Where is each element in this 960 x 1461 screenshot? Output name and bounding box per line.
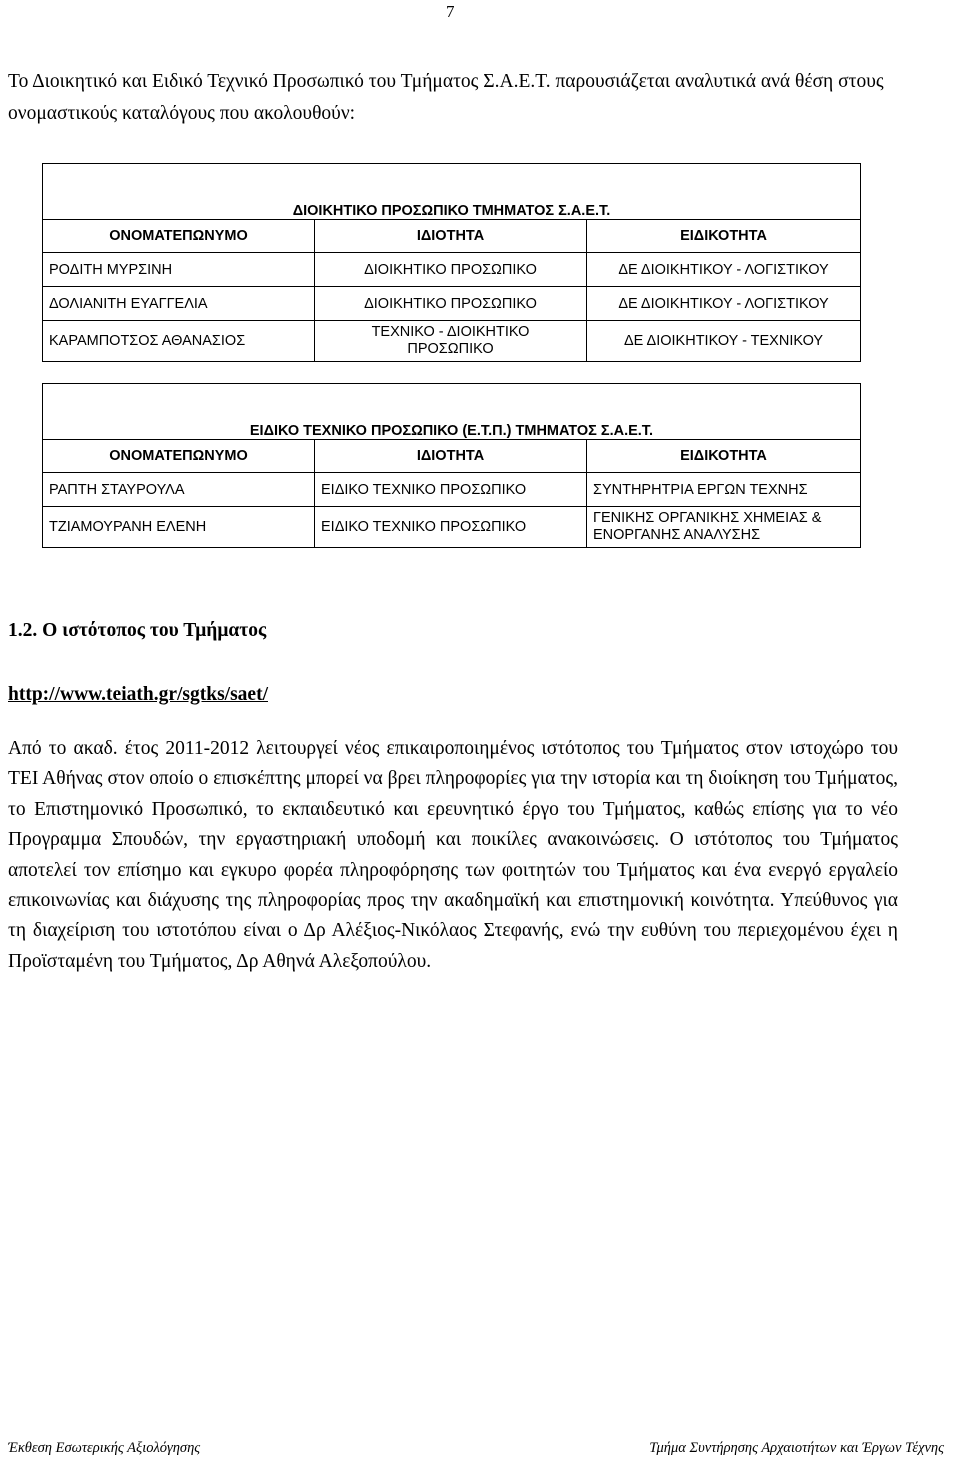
table-title: ΕΙΔΙΚΟ ΤΕΧΝΙΚΟ ΠΡΟΣΩΠΙΚΟ (Ε.Τ.Π.) ΤΜΗΜΑΤΟΣ Σ.Α.Ε.Τ.	[43, 384, 861, 440]
cell-name: ΤΖΙΑΜΟΥΡΑΝΗ ΕΛΕΝΗ	[43, 507, 315, 548]
special-technical-staff-table	[42, 383, 861, 548]
cell-specialty: ΓΕΝΙΚΗΣ ΟΡΓΑΝΙΚΗΣ ΧΗΜΕΙΑΣ & ΕΝΟΡΓΑΝΗΣ ΑΝΑΛΥΣΗΣ	[587, 507, 861, 548]
cell-name: ΔΟΛΙΑΝΙΤΗ ΕΥΑΓΓΕΛΙΑ	[43, 287, 315, 321]
table-row	[43, 507, 861, 548]
column-header-status: ΙΔΙΟΤΗΤΑ	[315, 440, 587, 473]
cell-status: ΔΙΟΙΚΗΤΙΚΟ ΠΡΟΣΩΠΙΚΟ	[315, 253, 587, 287]
intro-paragraph: Το Διοικητικό και Ειδικό Τεχνικό Προσωπικό του Τμήματος Σ.Α.Ε.Τ. παρουσιάζεται αναλυτικά ανά θέση στους ονομαστικούς καταλόγους που ακολουθούν:	[8, 71, 884, 124]
cell-status: ΕΙΔΙΚΟ ΤΕΧΝΙΚΟ ΠΡΟΣΩΠΙΚΟ	[315, 473, 587, 507]
footer-left: Έκθεση Εσωτερικής Αξιολόγησης	[8, 1440, 201, 1456]
table-row	[43, 321, 861, 362]
cell-specialty: ΔΕ ΔΙΟΙΚΗΤΙΚΟΥ - ΛΟΓΙΣΤΙΚΟΥ	[587, 253, 861, 287]
cell-status: ΤΕΧΝΙΚΟ - ΔΙΟΙΚΗΤΙΚΟ ΠΡΟΣΩΠΙΚΟ	[315, 321, 587, 362]
table-row	[43, 253, 861, 287]
cell-specialty: ΔΕ ΔΙΟΙΚΗΤΙΚΟΥ - ΛΟΓΙΣΤΙΚΟΥ	[587, 287, 861, 321]
website-link[interactable]: http://www.teiath.gr/sgtks/saet/	[8, 684, 268, 705]
administrative-staff-table	[42, 163, 861, 362]
table-row	[43, 473, 861, 507]
section-heading: 1.2. Ο ιστότοπος του Τμήματος	[8, 620, 267, 641]
cell-specialty: ΣΥΝΤΗΡΗΤΡΙΑ ΕΡΓΩΝ ΤΕΧΝΗΣ	[587, 473, 861, 507]
cell-status: ΕΙΔΙΚΟ ΤΕΧΝΙΚΟ ΠΡΟΣΩΠΙΚΟ	[315, 507, 587, 548]
cell-name: ΡΟΔΙΤΗ ΜΥΡΣΙΝΗ	[43, 253, 315, 287]
column-header-specialty: ΕΙΔΙΚΟΤΗΤΑ	[587, 440, 861, 473]
column-header-name: ΟΝΟΜΑΤΕΠΩΝΥΜΟ	[43, 220, 315, 253]
footer-right: Τμήμα Συντήρησης Αρχαιοτήτων και Έργων Τέχνης	[649, 1440, 944, 1456]
cell-status: ΔΙΟΙΚΗΤΙΚΟ ΠΡΟΣΩΠΙΚΟ	[315, 287, 587, 321]
table-row	[43, 287, 861, 321]
cell-specialty: ΔΕ ΔΙΟΙΚΗΤΙΚΟΥ - ΤΕΧΝΙΚΟΥ	[587, 321, 861, 362]
page-number: 7	[446, 2, 455, 21]
cell-name: ΚΑΡΑΜΠΟΤΣΟΣ ΑΘΑΝΑΣΙΟΣ	[43, 321, 315, 362]
column-header-name: ΟΝΟΜΑΤΕΠΩΝΥΜΟ	[43, 440, 315, 473]
body-paragraph: Από το ακαδ. έτος 2011-2012 λειτουργεί νέος επικαιροποιημένος ιστότοπος του Τμήματος στον ιστοχώρο του ΤΕΙ Αθήνας στον οποίο ο επισκέπτης μπορεί να βρει πληροφορίες για την ιστορία και τη διοίκηση του Τμήματος, το Επιστημονικό Προσωπικό, το εκπαιδευτικό και ερευνητικό έργο του Τμήματος, καθώς επίσης για το νέο Προγραμμα Σπουδών, την εργαστηριακή υποδομή και ποικίλες ανακοινώσεις. Ο ιστότοπος του Τμήματος αποτελεί τον επίσημο και εγκυρο φορέα πληροφόρησης των φοιτητών του Τμήματος και ένα ενεργό εργαλείο επικοινωνίας και διάχυσης της πληροφορίας προς την ακαδημαϊκή και επιστημονική κοινότητα. Υπεύθυνος για τη διαχείριση του ιστοτόπου είναι ο Δρ Αλέξιος-Νικόλαος Στεφανής, ενώ την ευθύνη του περιεχομένου έχει η Προϊσταμένη του Τμήματος, Δρ Αθηνά Αλεξοπούλου.	[8, 738, 898, 972]
column-header-specialty: ΕΙΔΙΚΟΤΗΤΑ	[587, 220, 861, 253]
cell-name: ΡΑΠΤΗ ΣΤΑΥΡΟΥΛΑ	[43, 473, 315, 507]
column-header-status: ΙΔΙΟΤΗΤΑ	[315, 220, 587, 253]
table-title: ΔΙΟΙΚΗΤΙΚΟ ΠΡΟΣΩΠΙΚΟ ΤΜΗΜΑΤΟΣ Σ.Α.Ε.Τ.	[43, 164, 861, 220]
